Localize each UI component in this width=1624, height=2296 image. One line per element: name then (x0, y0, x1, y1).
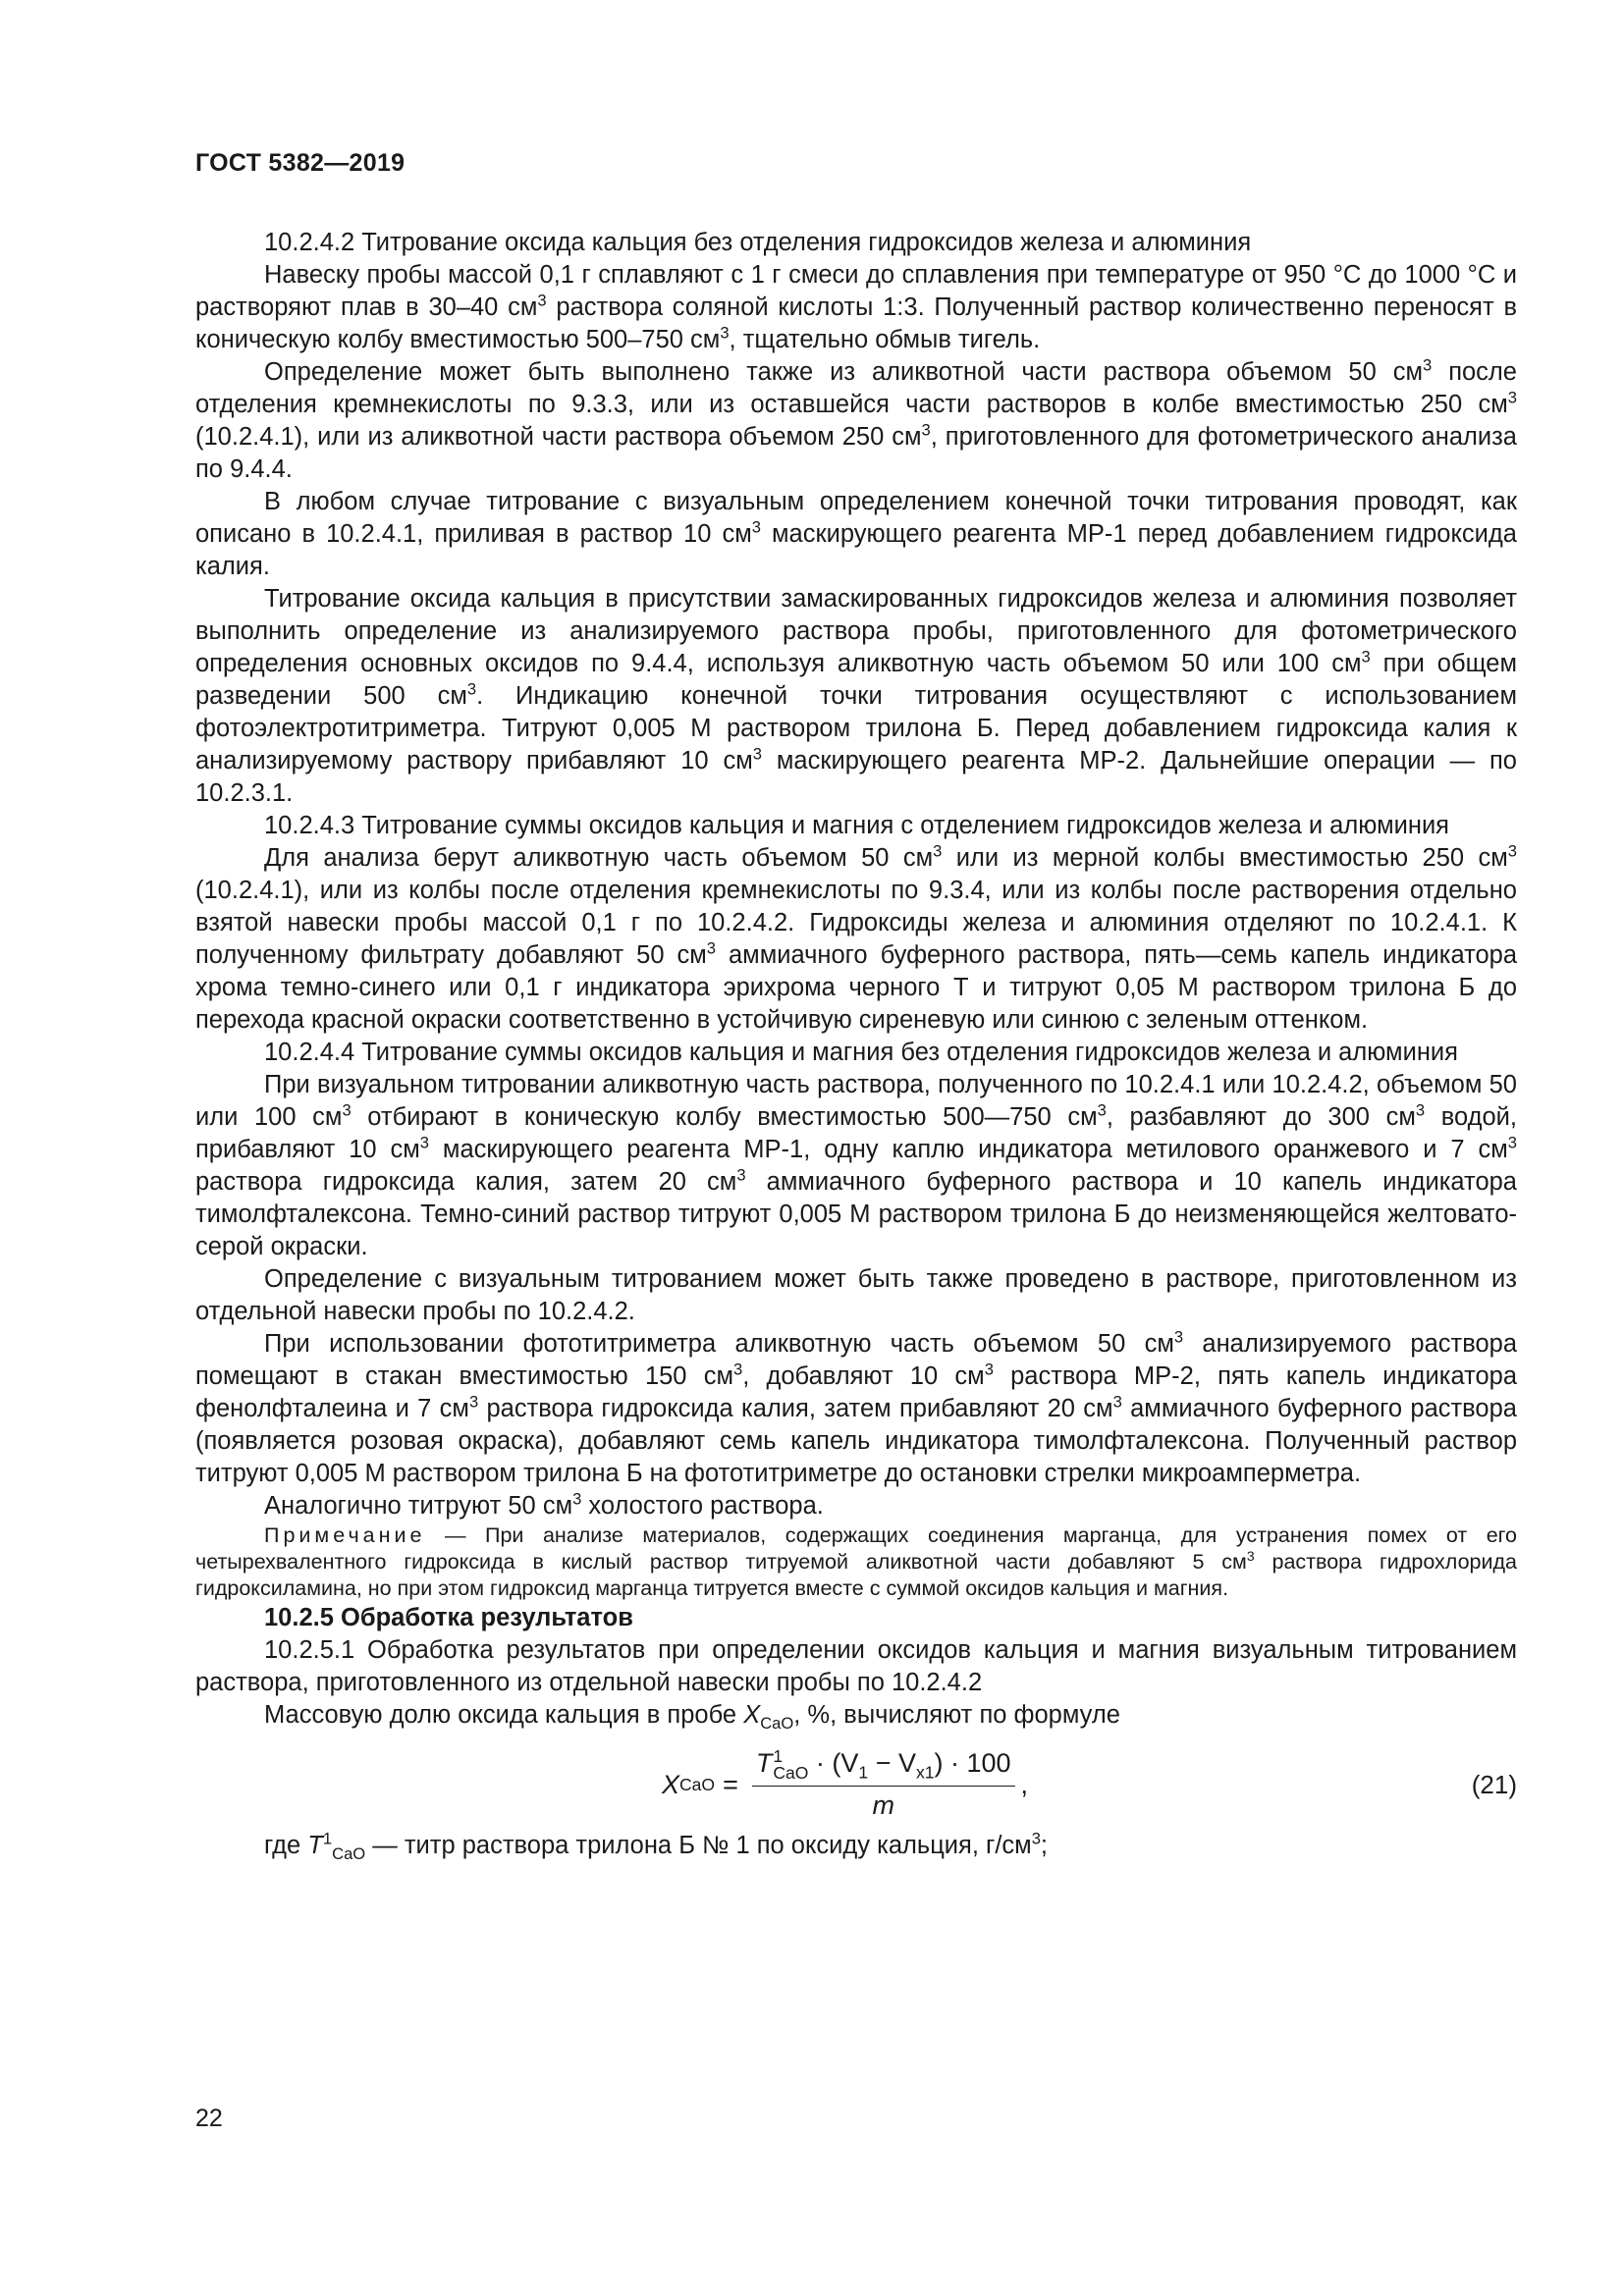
note-label: Примечание (264, 1523, 426, 1547)
paragraph: Аналогично титруют 50 $см^3$ холостого раствора. (264, 1489, 824, 1520)
paragraph: Определение с визуальным титрованием может быть также проведено в растворе, приготовленном из отдельной навески пробы по 10.2.4.2. (195, 1265, 1517, 1325)
paragraph: В любом случае титрование с визуальным определением конечной точки титрования проводят, как описано в 10.2.4.1, приливая в раствор 10 $см^3$ маскирующего реагента МР-1 перед добавлением гидроксида калия. (195, 488, 1517, 580)
paragraph: Титрование оксида кальция в присутствии замаскированных гидроксидов железа и алюминия позволяет выполнить определение из анализируемого раствора пробы, приготовленного для фотометрического определения основных оксидов по 9.4.4, используя аликвотную часть объемом 50 или 100 $см^3$ при общем разведении 500 $см^3$. Индикацию конечной точки титрования осуществляют с использованием фотоэлектротитриметра. Титруют 0,005 М раствором трилона Б. Перед добавлением гидроксида калия к анализируемому раствору прибавляют 10 $см^3$ маскирующего реагента МР-2. Дальнейшие операции — по 10.2.3.1. (195, 585, 1518, 807)
section-10-2-4-3-title: 10.2.4.3 Титрование суммы оксидов кальция и магния с отделением гидроксидов железа и алюминия (264, 812, 1449, 839)
formula-21 (195, 1739, 1517, 1830)
document-header: ГОСТ 5382—2019 (195, 149, 406, 177)
formula-legend: где $T^1_{CaO}$ — титр раствора трилона Б № 1 по оксиду кальция, $г/см^3$; (264, 1829, 1048, 1864)
section-10-2-4-2-title: 10.2.4.2 Титрование оксида кальция без отделения гидроксидов железа и алюминия (264, 229, 1252, 256)
paragraph: При использовании фототитриметра аликвотную часть объемом 50 $см^3$ анализируемого раствора помещают в стакан вместимостью 150 $см^3$, добавляют 10 $см^3$ раствора МР-2, пять капель индикатора фенолфталеина и 7 $см^3$ раствора гидроксида калия, затем прибавляют 20 $см^3$ аммиачного буферного раствора (появляется розовая окраска), добавляют семь капель индикатора тимолфталексона. Полученный раствор титруют 0,005 М раствором трилона Б на фототитриметре до остановки стрелки микроамперметра. (195, 1327, 1518, 1487)
section-10-2-4-4-title: 10.2.4.4 Титрование суммы оксидов кальция и магния без отделения гидроксидов железа и алюминия (264, 1039, 1458, 1066)
formula-expression: X CaO = T 1 CaO · $(V_1 - V_{x1}) \cdot 100$ m , (662, 1745, 1029, 1820)
document-body (195, 227, 1517, 1862)
formula-numerator: T 1 CaO · $(V_1 - V_{x1}) \cdot 100$ (752, 1747, 1015, 1786)
paragraph: Навеску пробы массой 0,1 г сплавляют с 1 г смеси до сплавления при температуре от 950 °С до 1000 °С и растворяют плав в 30–40 $см^3$ раствора соляной кислоты 1:3. Полученный раствор количественно переносят в коническую колбу вместимостью 500–750 $см^3$, тщательно обмыв тигель. (195, 261, 1517, 353)
paragraph: 10.2.5.1 Обработка результатов при определении оксидов кальция и магния визуальным титрованием раствора, приготовленного из отдельной навески пробы по 10.2.4.2 (195, 1636, 1517, 1696)
formula-denominator: m (872, 1789, 894, 1820)
paragraph: Определение может быть выполнено также из аликвотной части раствора объемом 50 $см^3$ после отделения кремнекислоты по 9.3.3, или из оставшейся части растворов в колбе вместимостью 250 $см^3$ (10.2.4.1), или из аликвотной части раствора объемом 250 $см^3$, приготовленного для фотометрического анализа по 9.4.4. (195, 355, 1517, 483)
note: Примечание — При анализе материалов, содержащих соединения марганца, для устранения помех от его четырехвалентного гидроксида в кислый раствор титруемой аликвотной части добавляют 5 $см^3$ раствора гидрохлорида гидроксиламина, но при этом гидроксид марганца титруется вместе с суммой оксидов кальция и магния. (195, 1523, 1518, 1600)
section-10-2-5-title: 10.2.5 Обработка результатов (264, 1604, 633, 1631)
formula-number: (21) (1471, 1770, 1517, 1799)
formula-fraction (752, 1747, 1015, 1821)
page-number: 22 (195, 2105, 223, 2132)
paragraph: При визуальном титровании аликвотную часть раствора, полученного по 10.2.4.1 или 10.2.4.2, объемом 50 или 100 $см^3$ отбирают в коническую колбу вместимостью 500—750 $см^3$, разбавляют до 300 $см^3$ водой, прибавляют 10 $см^3$ маскирующего реагента МР-1, одну каплю индикатора метилового оранжевого и 7 $см^3$ раствора гидроксида калия, затем 20 $см^3$ аммиачного буферного раствора и 10 капель индикатора тимолфталексона. Темно-синий раствор титруют 0,005 М раствором трилона Б до неизменяющейся желтовато-серой окраски. (195, 1071, 1517, 1260)
paragraph: Массовую долю оксида кальция в пробе $X_{CaO}$, %, вычисляют по формуле (264, 1701, 1120, 1734)
paragraph: Для анализа берут аликвотную часть объемом 50 $см^3$ или из мерной колбы вместимостью 250 $см^3$ (10.2.4.1), или из колбы после отделения кремнекислоты по 9.3.4, или из колбы после растворения отдельно взятой навески пробы массой 0,1 г по 10.2.4.2. Гидроксиды железа и алюминия отделяют по 10.2.4.1. К полученному фильтрату добавляют 50 $см^3$ аммиачного буферного раствора, пять—семь капель индикатора хрома темно-синего или 0,1 г индикатора эрихрома черного Т и титруют 0,05 М раствором трилона Б до перехода красной окраски соответственно в устойчивую сиреневую или синюю с зеленым оттенком. (195, 841, 1518, 1034)
